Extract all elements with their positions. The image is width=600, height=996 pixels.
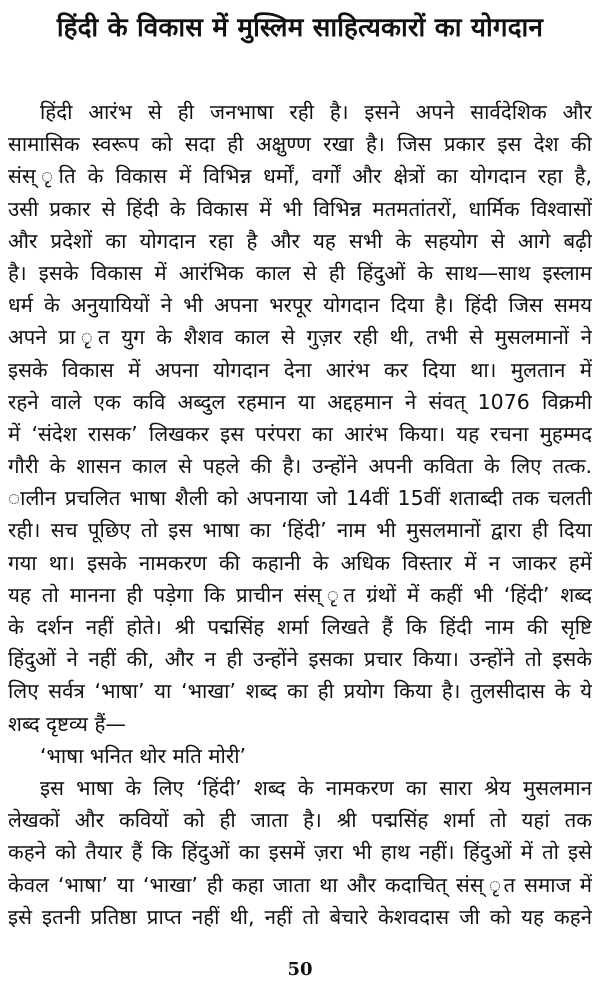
text-line: लेखकों और कवियों को ही जाता है। श्री पद्मसिंह शर्मा तो यहां तक xyxy=(8,808,592,833)
text-line: कहने को तैयार हैं कि हिंदुओं का इसमें ज़रा भी हाथ नहीं। हिंदुओं में तो इसे xyxy=(8,840,592,865)
page-title: हिंदी के विकास में मुस्लिम साहित्यकारों का योगदान xyxy=(56,13,544,43)
text-line: संस्‌ ृति के विकास में विभिन्न धर्मों, वर्गों और क्षेत्रों का योगदान रहा है, xyxy=(8,164,592,189)
text-line: के दर्शन नहीं होते। श्री पद्मसिंह शर्मा लिखते हैं कि हिंदी नाम की सृष्टि xyxy=(8,615,592,639)
text-line: शब्द दृष्टव्य हैं— xyxy=(8,711,126,736)
text-line: धर्म के अनुयायियों ने भी अपना भरपूर योगदान दिया है। हिंदी जिस समय xyxy=(8,293,592,318)
text-line: हिंदी आरंभ से ही जनभाषा रही है। इसने अपने सार्वदेशिक और xyxy=(40,100,592,124)
text-line: और प्रदेशों का योगदान रहा है और यह सभी के सहयोग से आगे बढ़ी xyxy=(8,228,592,253)
text-line: सामासिक स्वरूप को सदा ही अक्षुण्ण रखा है। जिस प्रकार इस देश की xyxy=(8,132,592,157)
text-line: केवल ‘भाषा’ या ‘भाखा’ ही कहा जाता था और कदाचित्‌ संस्‌ ृत समाज में xyxy=(8,872,592,897)
text-line: इसे इतनी प्रतिष्ठा प्राप्त नहीं थी, नहीं तो बेचारे केशवदास जी को यह कहने xyxy=(8,904,592,929)
text-line: हिंदुओं ने नहीं की, और न ही उन्होंने इसका प्रचार किया। उन्होंने तो इसके xyxy=(8,647,592,672)
quote-line: ‘भाषा भनित थोर मति मोरी’ xyxy=(40,743,247,768)
page-number: 50 xyxy=(287,959,313,980)
text-line: रही। सच पूछिए तो इस भाषा का ‘हिंदी’ नाम भी मुसलमानों द्वारा ही दिया xyxy=(8,518,592,543)
text-line: इसके विकास में अपना योगदान देना आरंभ कर दिया था। मुलतान में xyxy=(8,357,592,382)
text-line: है। इसके विकास में आरंभिक काल से ही हिंदुओं के साथ—साथ इस्लाम xyxy=(8,260,592,285)
text-line: लिए सर्वत्र ‘भाषा’ या ‘भाखा’ शब्द का ही प्रयोग किया है। तुलसीदास के ये xyxy=(8,679,592,704)
text-line: रहने वाले एक कवि अब्दुल रहमान या अद्दहमान ने संवत्‌ 1076 विक्रमी xyxy=(8,389,592,414)
text-line: उसी प्रकार से हिंदी के विकास में भी विभिन्न मतमतांतरों, धार्मिक विश्वासों xyxy=(8,196,592,221)
text-line: में ‘संदेश रासक’ लिखकर इस परंपरा का आरंभ किया। यह रचना मुहम्मद xyxy=(8,421,592,446)
text-line: गया था। इसके नामकरण की कहानी के अधिक विस्तार में न जाकर हमें xyxy=(8,550,592,575)
text-line: यह तो मानना ही पड़ेगा कि प्राचीन संस्‌ ृत ग्रंथों में कहीं भी ‘हिंदी’ शब्द xyxy=(8,582,592,607)
text-line: अपने प्रा ृत युग के शैशव काल से गुज़र रही थी, तभी से मुसलमानों ने xyxy=(8,325,592,350)
text-line: गौरी के शासन काल से पहले की है। उन्होंने अपनी कविता के लिए तत्क. xyxy=(8,454,592,479)
body-text xyxy=(8,96,592,933)
text-line: ालीन प्रचलित भाषा शैली को अपनाया जो 14वीं 15वीं शताब्दी तक चलती xyxy=(8,486,592,511)
text-line: इस भाषा के लिए ‘हिंदी’ शब्द के नामकरण का सारा श्रेय मुसलमान xyxy=(40,775,592,800)
